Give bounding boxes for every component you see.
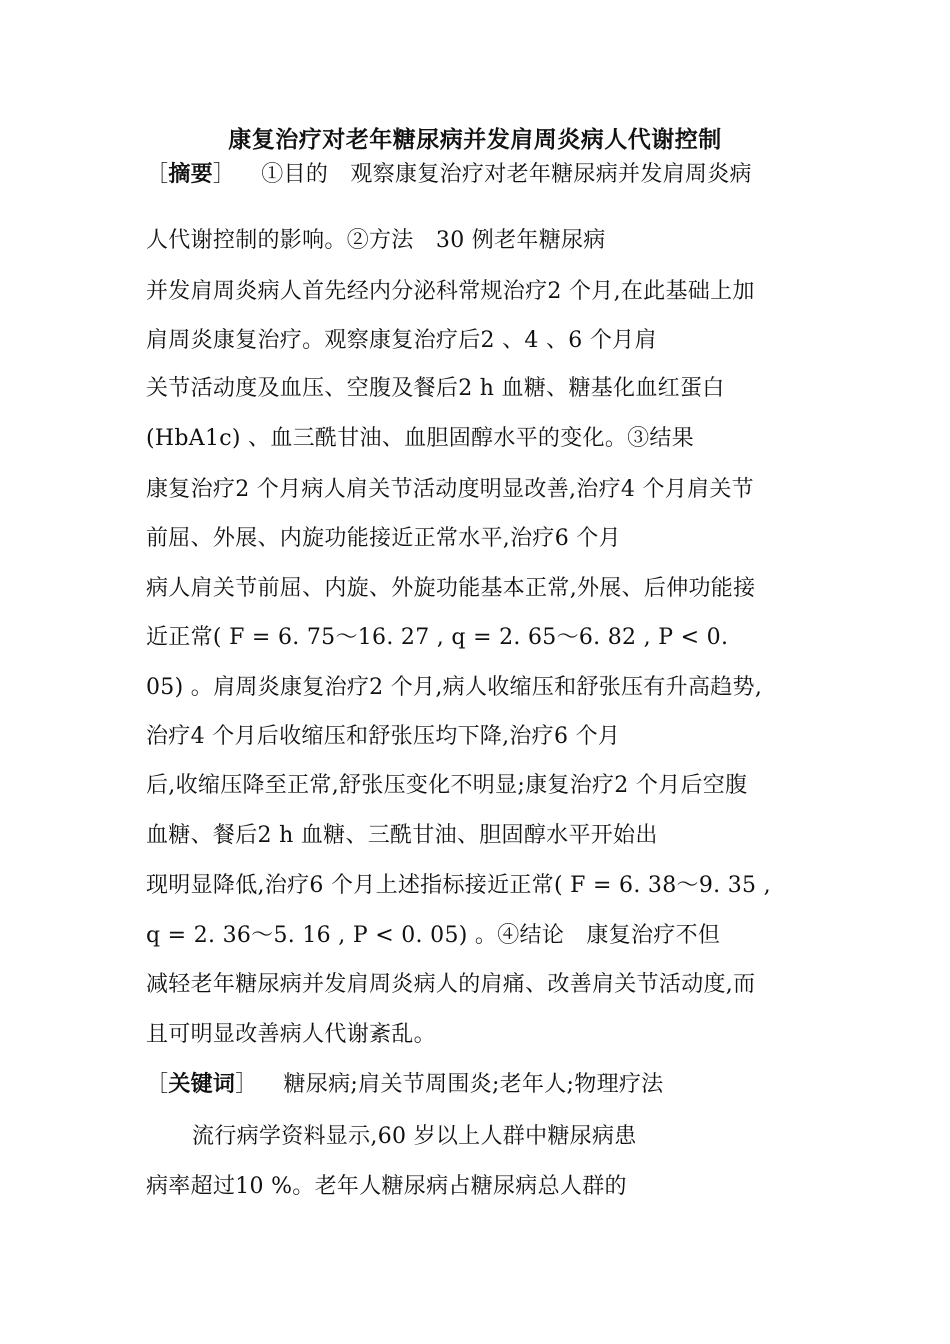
abstract-line: 且可明显改善病人代谢紊乱。 [146,1022,436,1047]
abstract-text: ①目的 观察康复治疗对老年糖尿病并发肩周炎病 [261,162,752,187]
abstract-line: (HbA1c) 、血三酰甘油、血胆固醇水平的变化。③结果 [146,426,695,451]
abstract-line: 病人肩关节前屈、内旋、外旋功能基本正常,外展、后伸功能接 [146,576,756,601]
keywords-label-close: ］ [235,1072,258,1097]
abstract-line: 人代谢控制的影响。②方法 30 例老年糖尿病 [146,228,606,253]
body-paragraph-line: 流行病学资料显示,60 岁以上人群中糖尿病患 [192,1124,637,1149]
abstract-label-open: ［ [146,162,169,187]
abstract-line: 并发肩周炎病人首先经内分泌科常规治疗2 个月,在此基础上加 [146,279,755,304]
abstract-line: 肩周炎康复治疗。观察康复治疗后2 、4 、6 个月肩 [146,328,657,353]
abstract-line: 血糖、餐后2 h 血糖、三酰甘油、胆固醇水平开始出 [146,823,658,848]
abstract-line: 近正常( F = 6. 75～16. 27 , q = 2. 65～6. 82 , P < 0. [146,625,729,650]
keywords-label: 关键词 [168,1072,236,1097]
abstract-line: 05) 。肩周炎康复治疗2 个月,病人收缩压和舒张压有升高趋势, [146,675,763,700]
abstract-line-1 [146,157,806,193]
abstract-line: q = 2. 36～5. 16 , P < 0. 05) 。④结论 康复治疗不但 [146,923,721,948]
abstract-label-close: ］ [212,162,236,187]
abstract-line: 减轻老年糖尿病并发肩周炎病人的肩痛、改善肩关节活动度,而 [146,972,756,997]
abstract-label: 摘要 [168,162,213,187]
abstract-line: 康复治疗2 个月病人肩关节活动度明显改善,治疗4 个月肩关节 [146,477,754,502]
abstract-line: 前屈、外展、内旋功能接近正常水平,治疗6 个月 [146,526,621,551]
abstract-line: 关节活动度及血压、空腹及餐后2 h 血糖、糖基化血红蛋白 [146,376,725,401]
abstract-line: 后,收缩压降至正常,舒张压变化不明显;康复治疗2 个月后空腹 [146,773,748,798]
keywords-text: 糖尿病;肩关节周围炎;老年人;物理疗法 [283,1072,664,1097]
article-title: 康复治疗对老年糖尿病并发肩周炎病人代谢控制 [228,127,722,153]
body-paragraph-line: 病率超过10 %。老年人糖尿病占糖尿病总人群的 [146,1174,627,1199]
keywords-label-open: ［ [146,1072,169,1097]
abstract-line: 治疗4 个月后收缩压和舒张压均下降,治疗6 个月 [146,724,621,749]
keywords-line [146,1067,806,1103]
abstract-line: 现明显降低,治疗6 个月上述指标接近正常( F = 6. 38～9. 35 , [146,873,771,898]
